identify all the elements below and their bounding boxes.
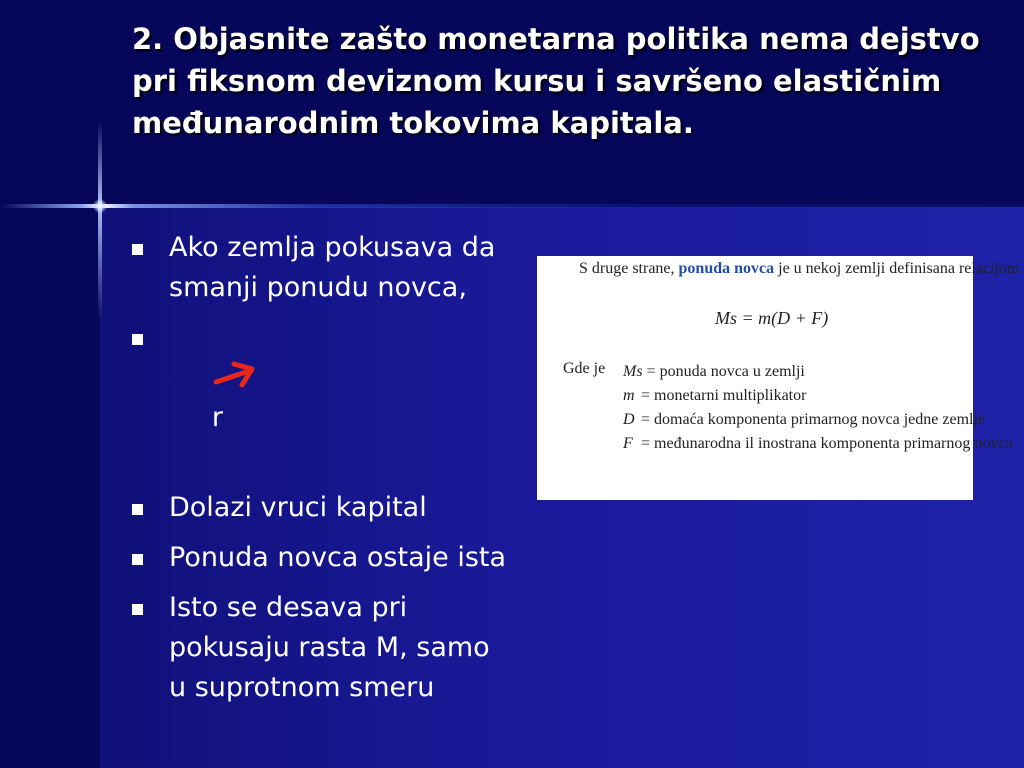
bullet-text: r: [203, 402, 224, 433]
bullet-list: [128, 228, 508, 718]
bullet-text: Ako zemlja pokusava da smanji ponudu novca,: [169, 232, 496, 303]
money-supply-formula: Ms = m(D + F): [715, 308, 829, 328]
square-bullet-icon: [132, 554, 143, 565]
definition-item: [623, 432, 1013, 456]
definition-symbol: D: [623, 411, 635, 428]
definition-symbol: m: [623, 387, 635, 404]
bullet-item: [128, 488, 508, 528]
definition-symbol: Ms: [623, 363, 643, 380]
square-bullet-icon: [132, 504, 143, 515]
definition-text: = ponuda novca u zemlji: [642, 363, 805, 380]
definition-item: [623, 408, 1013, 432]
definition-list: [623, 360, 1013, 456]
bullet-item: [128, 588, 508, 708]
definition-text: = monetarni multiplikator: [637, 387, 807, 404]
light-streak-vertical: [98, 120, 102, 320]
where-label: Gde je: [563, 360, 606, 377]
square-bullet-icon: [132, 604, 143, 615]
intro-text: S druge strane,: [579, 260, 679, 277]
bullet-text: Isto se desava pri pokusaju rasta M, samo u suprotnom smeru: [169, 592, 490, 703]
formula-image: [537, 256, 1020, 500]
definition-item: [623, 360, 1013, 384]
bullet-item: [128, 318, 508, 478]
definition-text: = domaća komponenta primarnog novca jedne zemlje: [637, 411, 986, 428]
definition-item: [623, 384, 1013, 408]
bullet-item: [128, 228, 508, 308]
bullet-text: Ponuda novca ostaje ista: [169, 542, 507, 573]
light-streak-horizontal: [0, 204, 1024, 208]
sparkle-icon: [93, 199, 107, 213]
bullet-item: [128, 538, 508, 578]
slide-title: 2. Objasnite zašto monetarna politika nema dejstvo pri fiksnom deviznom kursu i savršeno elastičnim međunarodnim tokovima kapitala.: [132, 22, 980, 140]
definition-text: = međunarodna il inostrana komponenta primarnog novca: [637, 435, 1013, 452]
square-bullet-icon: [132, 244, 143, 255]
bullet-text: Dolazi vruci kapital: [169, 492, 427, 523]
red-arrow-icon: [212, 360, 260, 388]
formula-intro: [579, 260, 1019, 278]
intro-highlight: ponuda novca: [678, 260, 775, 277]
square-bullet-icon: [132, 334, 143, 345]
intro-text-end: je u nekoj zemlji definisana relacijom: [774, 260, 1020, 277]
left-background-band: [0, 207, 100, 768]
definition-symbol: F: [623, 435, 633, 452]
